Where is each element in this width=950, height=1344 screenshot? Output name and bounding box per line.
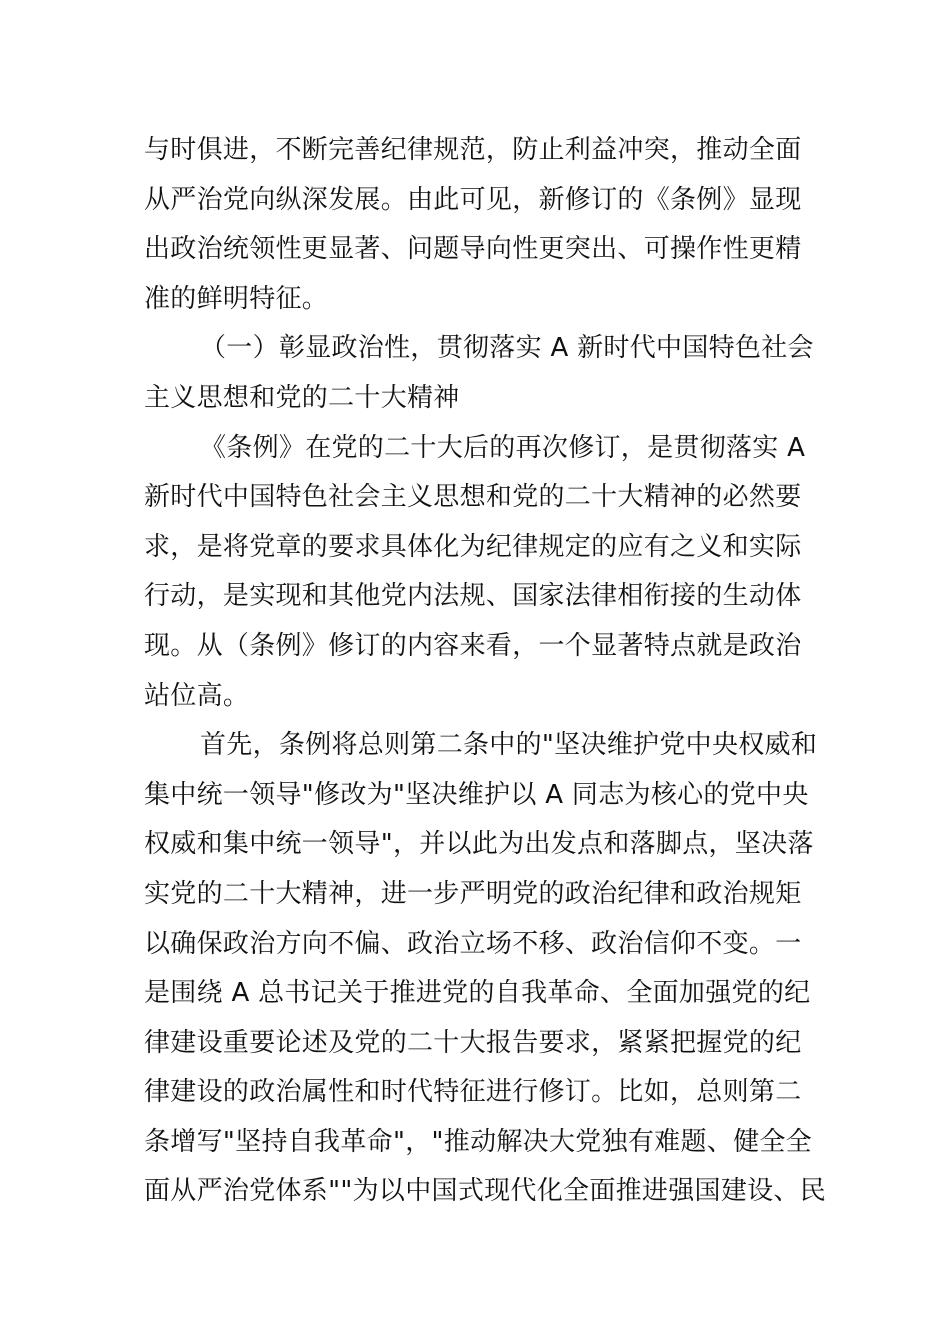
- text-line: 准的鲜明特征。: [144, 283, 329, 314]
- text-line: 首先，条例将总则第二条中的"坚决维护党中央权威和: [200, 730, 818, 761]
- text-line: 出政治统领性更显著、问题导向性更突出、可操作性更精: [144, 234, 802, 265]
- text-line: 新时代中国特色社会主义思想和党的二十大精神的必然要: [144, 482, 802, 513]
- text-line: 行动，是实现和其他党内法规、国家法律相衔接的生动体: [144, 581, 802, 612]
- text-line: 以确保政治方向不偏、政治立场不移、政治信仰不变。一: [144, 928, 802, 959]
- text-line: 现。从（条例》修订的内容来看，一个显著特点就是政治: [144, 630, 802, 661]
- text-line: 面从严治党体系""为以中国式现代化全面推进强国建设、民: [144, 1176, 827, 1207]
- text-line: 律建设重要论述及党的二十大报告要求，紧紧把握党的纪: [144, 1027, 802, 1058]
- text-line: 是围绕 A 总书记关于推进党的自我革命、全面加强党的纪: [144, 978, 811, 1009]
- text-line: 与时俱进，不断完善纪律规范，防止利益冲突，推动全面: [144, 135, 802, 165]
- document-body: [144, 126, 827, 1217]
- text-line: 集中统一领导"修改为"坚决维护以 A 同志为核心的党中央: [144, 779, 809, 810]
- text-line: 从严治党向纵深发展。由此可见，新修订的《条例》显现: [144, 184, 802, 215]
- text-line: 实党的二十大精神，进一步严明党的政治纪律和政治规矩: [144, 878, 802, 909]
- text-line: 求，是将党章的要求具体化为纪律规定的应有之义和实际: [144, 531, 802, 562]
- text-line: 主义思想和党的二十大精神: [144, 382, 460, 413]
- text-line: 条增写"坚持自我革命"，"推动解决大党独有难题、健全全: [144, 1126, 812, 1157]
- text-line: 站位高。: [144, 680, 250, 711]
- text-line: （一）彰显政治性，贯彻落实 A 新时代中国特色社会: [200, 333, 814, 364]
- text-line: 律建设的政治属性和时代特征进行修订。比如，总则第二: [144, 1077, 802, 1108]
- text-line: 权威和集中统一领导"，并以此为出发点和落脚点，坚决落: [144, 829, 814, 860]
- text-line: 《条例》在党的二十大后的再次修订，是贯彻落实 A: [200, 432, 806, 463]
